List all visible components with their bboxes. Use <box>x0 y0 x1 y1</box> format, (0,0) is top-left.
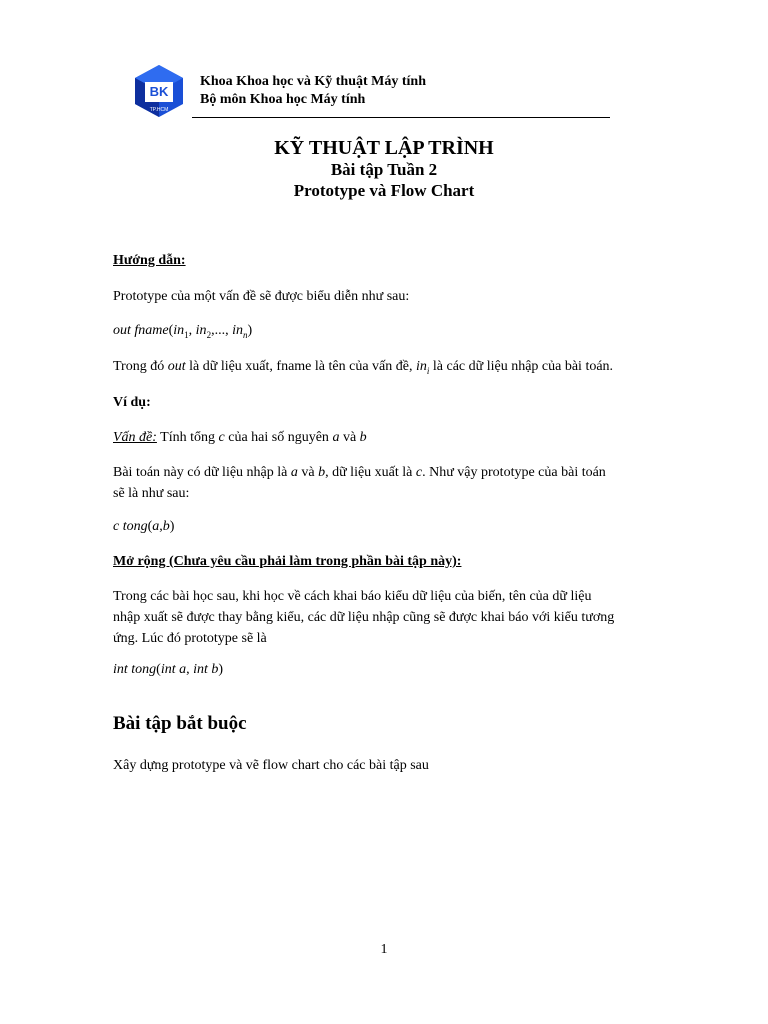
extension-prototype: int tong(int a, int b) <box>113 662 224 677</box>
exercise-week-title: Bài tập Tuần 2 <box>330 160 438 179</box>
guide-paragraph-2: Trong đó out là dữ liệu xuất, fname là tên của vấn đề, $in_i$ là các dữ liệu nhập của bài toán. <box>113 359 614 376</box>
university-logo <box>131 63 187 119</box>
extension-heading: Mở rộng (Chưa yêu cầu phải làm trong phần bài tập này): <box>113 554 462 569</box>
header-block <box>200 73 426 109</box>
example-prototype: c tong(a,b) <box>113 519 175 534</box>
department-name: Bộ môn Khoa học Máy tính <box>200 92 366 107</box>
mandatory-exercises-intro: Xây dựng prototype và vẽ flow chart cho các bài tập sau <box>113 758 429 773</box>
mandatory-exercises-heading: Bài tập bắt buộc <box>113 713 247 734</box>
logo-text: BK <box>149 84 169 99</box>
example-paragraph: Bài toán này có dữ liệu nhập là a và b, dữ liệu xuất là c. Như vậy prototype của bài toán sẽ là như sau: <box>113 465 606 501</box>
extension-paragraph: Trong các bài học sau, khi học về cách khai báo kiểu dữ liệu của biến, tên của dữ liệu nhập xuất sẽ được thay bằng kiểu, các dữ liệu nhập cũng sẽ được khai báo với kiểu tương ứng. Lúc đó prototype sẽ là <box>113 589 615 646</box>
faculty-name: Khoa Khoa học và Kỹ thuật Máy tính <box>200 74 426 89</box>
prototype-formula: out $fname(in_1$, $in_2$,..., $in_n$) <box>113 323 253 340</box>
course-title: KỸ THUẬT LẬP TRÌNH <box>274 137 494 159</box>
exercise-topic-title: Prototype và Flow Chart <box>293 181 475 200</box>
guide-paragraph-1: Prototype của một vấn đề sẽ được biểu diễn như sau: <box>113 289 410 304</box>
page-number: 1 <box>380 942 388 957</box>
example-problem: Vấn đề: Tính tổng c của hai số nguyên a và b <box>113 430 367 445</box>
guide-heading: Hướng dẫn: <box>113 253 186 268</box>
header-divider <box>192 117 610 118</box>
example-heading: Ví dụ: <box>113 395 151 410</box>
logo-subtext: TP.HCM <box>149 107 169 113</box>
